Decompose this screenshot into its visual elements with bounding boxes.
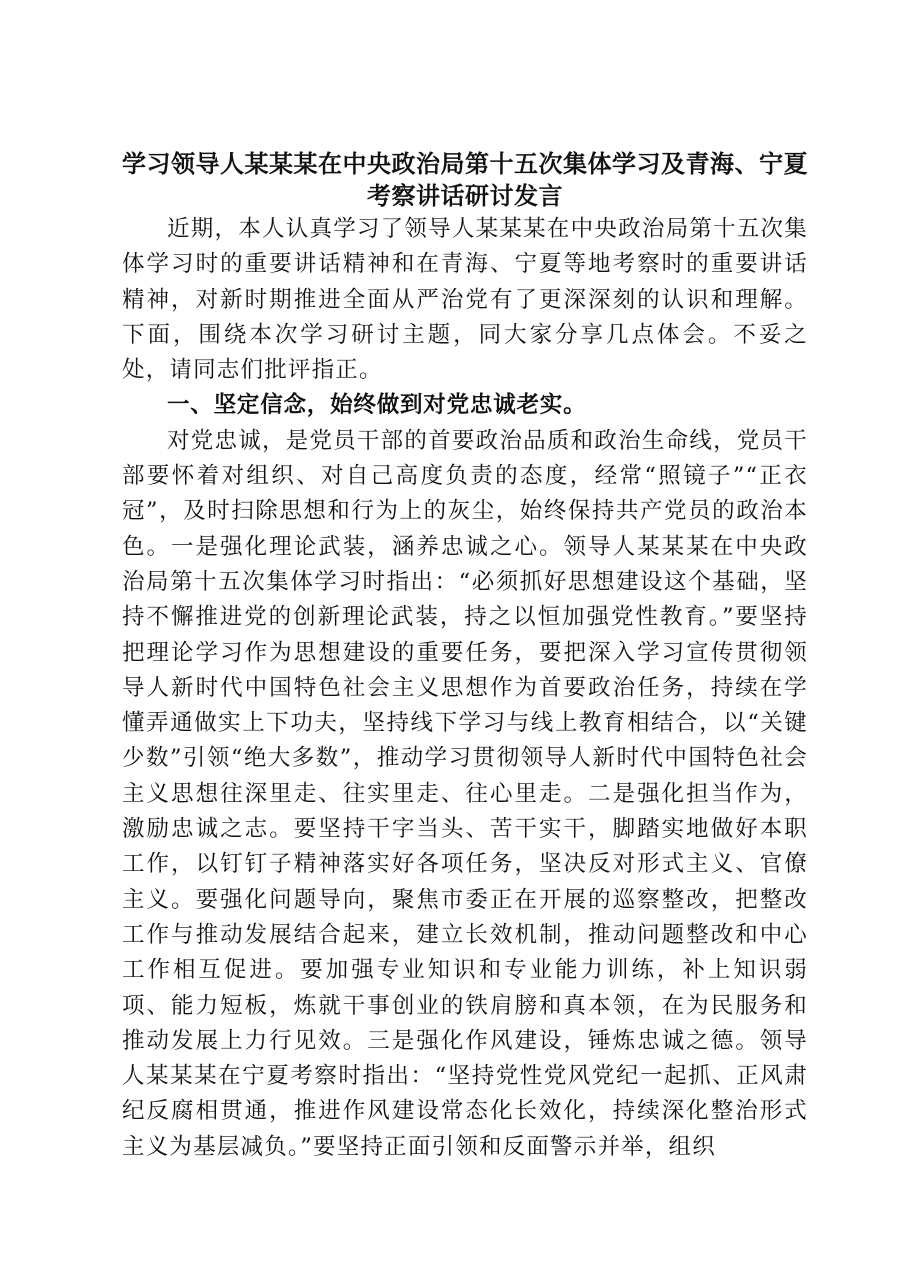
document-body [122, 148, 808, 1165]
intro-paragraph: 近期，本人认真学习了领导人某某某在中央政治局第十五次集体学习时的重要讲话精神和在青海、宁夏等地考察时的重要讲话精神，对新时期推进全面从严治党有了更深深刻的认识和理解。下面，围绕本次学习研讨主题，同大家分享几点体会。不妥之处，请同志们批评指正。 [122, 216, 808, 384]
section-body-paragraph: 对党忠诚，是党员干部的首要政治品质和政治生命线，党员干部要怀着对组织、对自己高度负责的态度，经常“照镜子”“正衣冠”，及时扫除思想和行为上的灰尘，始终保持共产党员的政治本色。一是强化理论武装，涵养忠诚之心。领导人某某某在中央政治局第十五次集体学习时指出：“必须抓好思想建设这个基础，坚持不懈推进党的创新理论武装，持之以恒加强党性教育。”要坚持把理论学习作为思想建设的重要任务，要把深入学习宣传贯彻领导人新时代中国特色社会主义思想作为首要政治任务，持续在学懂弄通做实上下功夫，坚持线下学习与线上教育相结合，以“关键少数”引领“绝大多数”，推动学习贯彻领导人新时代中国特色社会主义思想往深里走、往实里走、往心里走。二是强化担当作为，激励忠诚之志。要坚持干字当头、苦干实干，脚踏实地做好本职工作，以钉钉子精神落实好各项任务，坚决反对形式主义、官僚主义。要强化问题导向，聚焦市委正在开展的巡察整改，把整改工作与推动发展结合起来，建立长效机制，推动问题整改和中心工作相互促进。要加强专业知识和专业能力训练，补上知识弱项、能力短板，炼就干事创业的铁肩膀和真本领，在为民服务和推动发展上力行见效。三是强化作风建设，锤炼忠诚之德。领导人某某某在宁夏考察时指出：“坚持党性党风党纪一起抓、正风肃纪反腐相贯通，推进作风建设常态化长效化，持续深化整治形式主义为基层减负。”要坚持正面引领和反面警示并举，组织 [122, 427, 808, 1160]
section-heading: 一、坚定信念，始终做到对党忠诚老实。 [167, 392, 587, 419]
document-title: 学习领导人某某某在中央政治局第十五次集体学习及青海、宁夏考察讲话研讨发言 [122, 149, 808, 210]
